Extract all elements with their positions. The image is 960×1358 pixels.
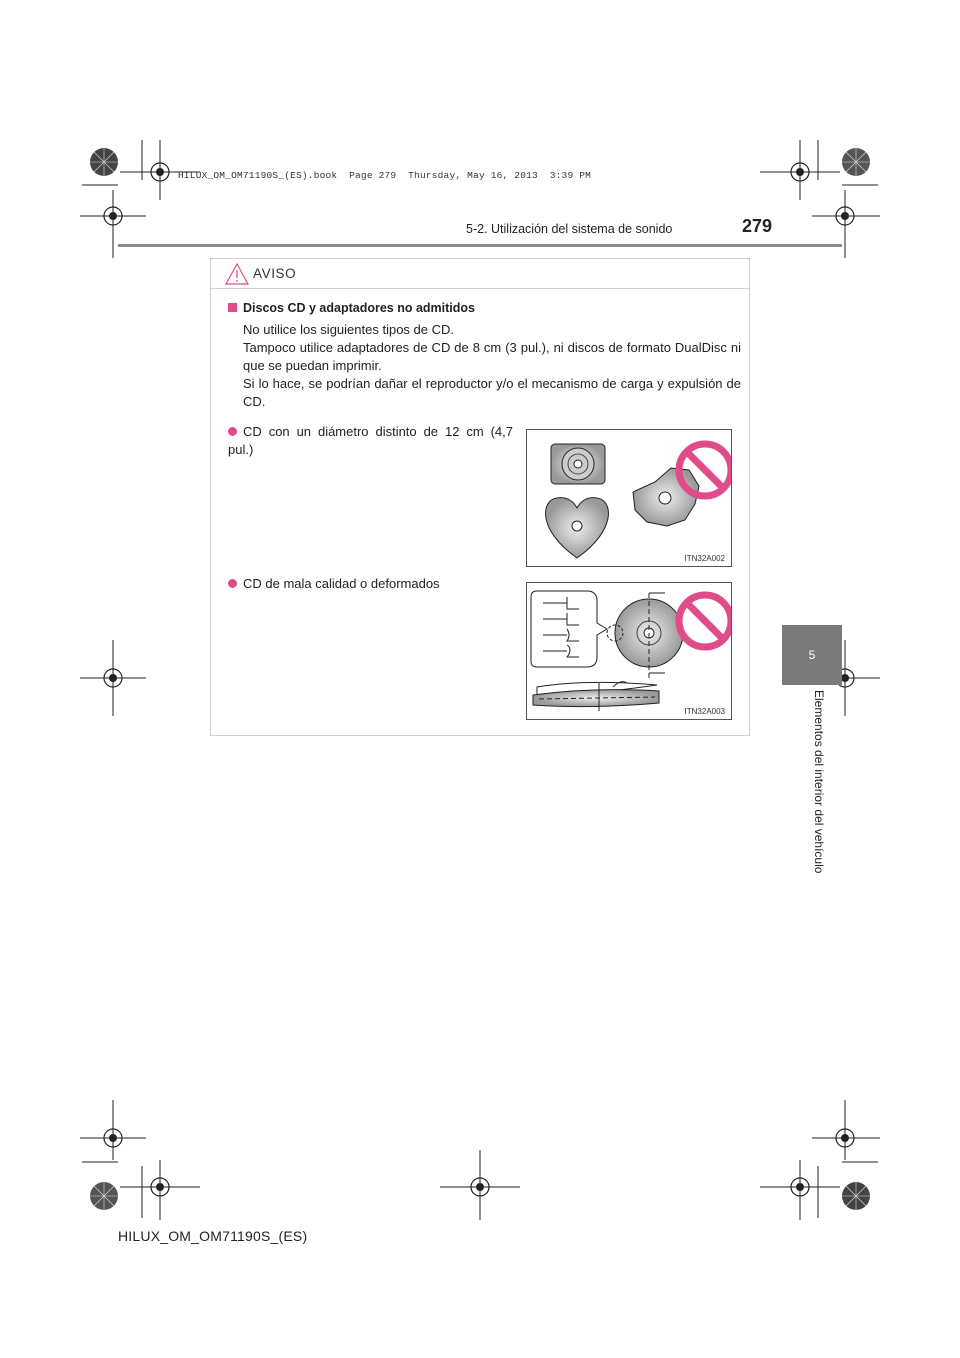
chapter-tab [782, 625, 842, 685]
figure-code: ITN32A002 [684, 554, 725, 563]
chapter-side-label: Elementos del interior del vehículo [812, 690, 826, 874]
paragraph: Tampoco utilice adaptadores de CD de 8 cm (3 pul.), ni discos de formato DualDisc ni que se puedan imprimir. [243, 340, 741, 373]
chapter-number: 5 [808, 648, 816, 662]
figure-code: ITN32A003 [684, 707, 725, 716]
round-bullet-icon [228, 579, 237, 588]
nonstandard-cd-illustration [527, 430, 731, 566]
warning-triangle-icon [225, 263, 249, 285]
footer-doc-code: HILUX_OM_OM71190S_(ES) [118, 1228, 308, 1244]
bullet-item: CD con un diámetro distinto de 12 cm (4,7 pul.) [228, 424, 513, 457]
figure-nonstandard-cd [526, 429, 732, 567]
bullet-item: CD de mala calidad o deformados [228, 575, 440, 593]
figure-warped-cd [526, 582, 732, 720]
round-bullet-icon [228, 427, 237, 436]
warning-box [210, 258, 750, 736]
square-bullet-icon [228, 303, 237, 312]
book-info-line: HILUX_OM_OM71190S_(ES).book Page 279 Thursday, May 16, 2013 3:39 PM [178, 170, 592, 181]
header-rule [118, 244, 842, 247]
section-title: 5-2. Utilización del sistema de sonido [466, 222, 673, 236]
paragraph: No utilice los siguientes tipos de CD. [243, 322, 454, 337]
warning-header [211, 259, 749, 289]
paragraph: Si lo hace, se podrían dañar el reproductor y/o el mecanismo de carga y expulsión de CD. [243, 376, 741, 409]
item-heading: Discos CD y adaptadores no admitidos [228, 301, 475, 315]
warning-title: AVISO [253, 266, 297, 281]
warped-cd-illustration [527, 583, 731, 719]
page-number: 279 [742, 216, 773, 236]
